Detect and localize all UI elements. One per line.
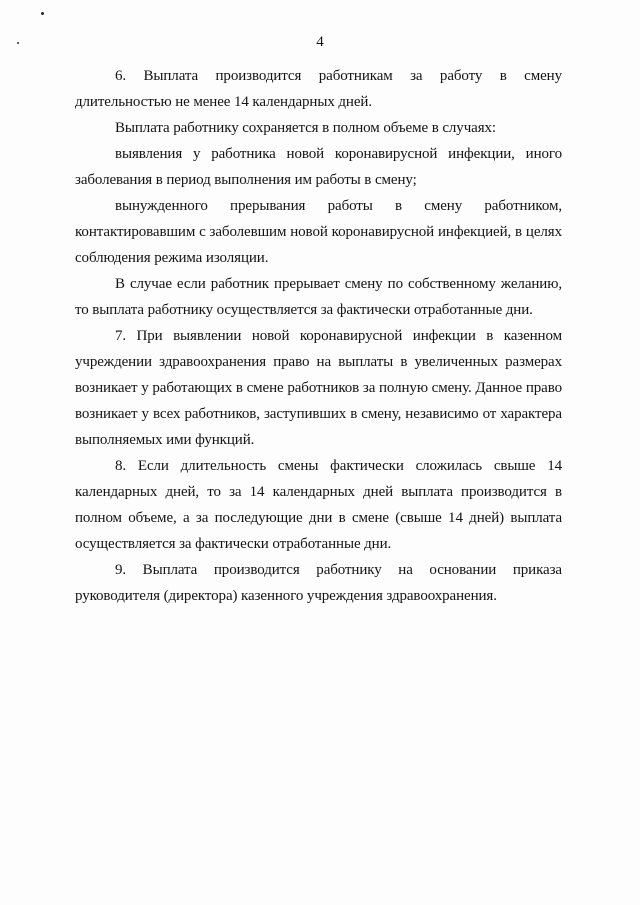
- paragraph-6: 6. Выплата производится работникам за работу в смену длительностью не менее 14 календарных дней.: [75, 68, 562, 110]
- paragraph-9: 9. Выплата производится работнику на основании приказа руководителя (директора) казенного учреждения здравоохранения.: [75, 562, 562, 604]
- paragraph-payment-retained: Выплата работнику сохраняется в полном объеме в случаях:: [115, 120, 496, 136]
- document-body: [75, 63, 562, 609]
- page-number: 4: [316, 34, 324, 50]
- paragraph-voluntary-interruption: В случае если работник прерывает смену по собственному желанию, то выплата работнику осуществляется за фактически отработанные дни.: [75, 276, 562, 318]
- paragraph-case-isolation: вынужденного прерывания работы в смену работником, контактировавшим с заболевшим новой коронавирусной инфекцией, в целях соблюдения режима изоляции.: [75, 198, 562, 266]
- paragraph-8: 8. Если длительность смены фактически сложилась свыше 14 календарных дней, то за 14 календарных дней выплата производится в полном объеме, а за последующие дни в смене (свыше 14 дней) выплата осуществляется за фактически отработанные дни.: [75, 458, 562, 552]
- paragraph-7: 7. При выявлении новой коронавирусной инфекции в казенном учреждении здравоохранения право на выплаты в увеличенных размерах возникает у работающих в смене работников за полную смену. Данное право возникает у всех работников, заступивших в смену, независимо от характера выполняемых ими функций.: [75, 328, 562, 448]
- paragraph-case-illness: выявления у работника новой коронавирусной инфекции, иного заболевания в период выполнения им работы в смену;: [75, 146, 562, 188]
- scan-speck: [41, 12, 44, 15]
